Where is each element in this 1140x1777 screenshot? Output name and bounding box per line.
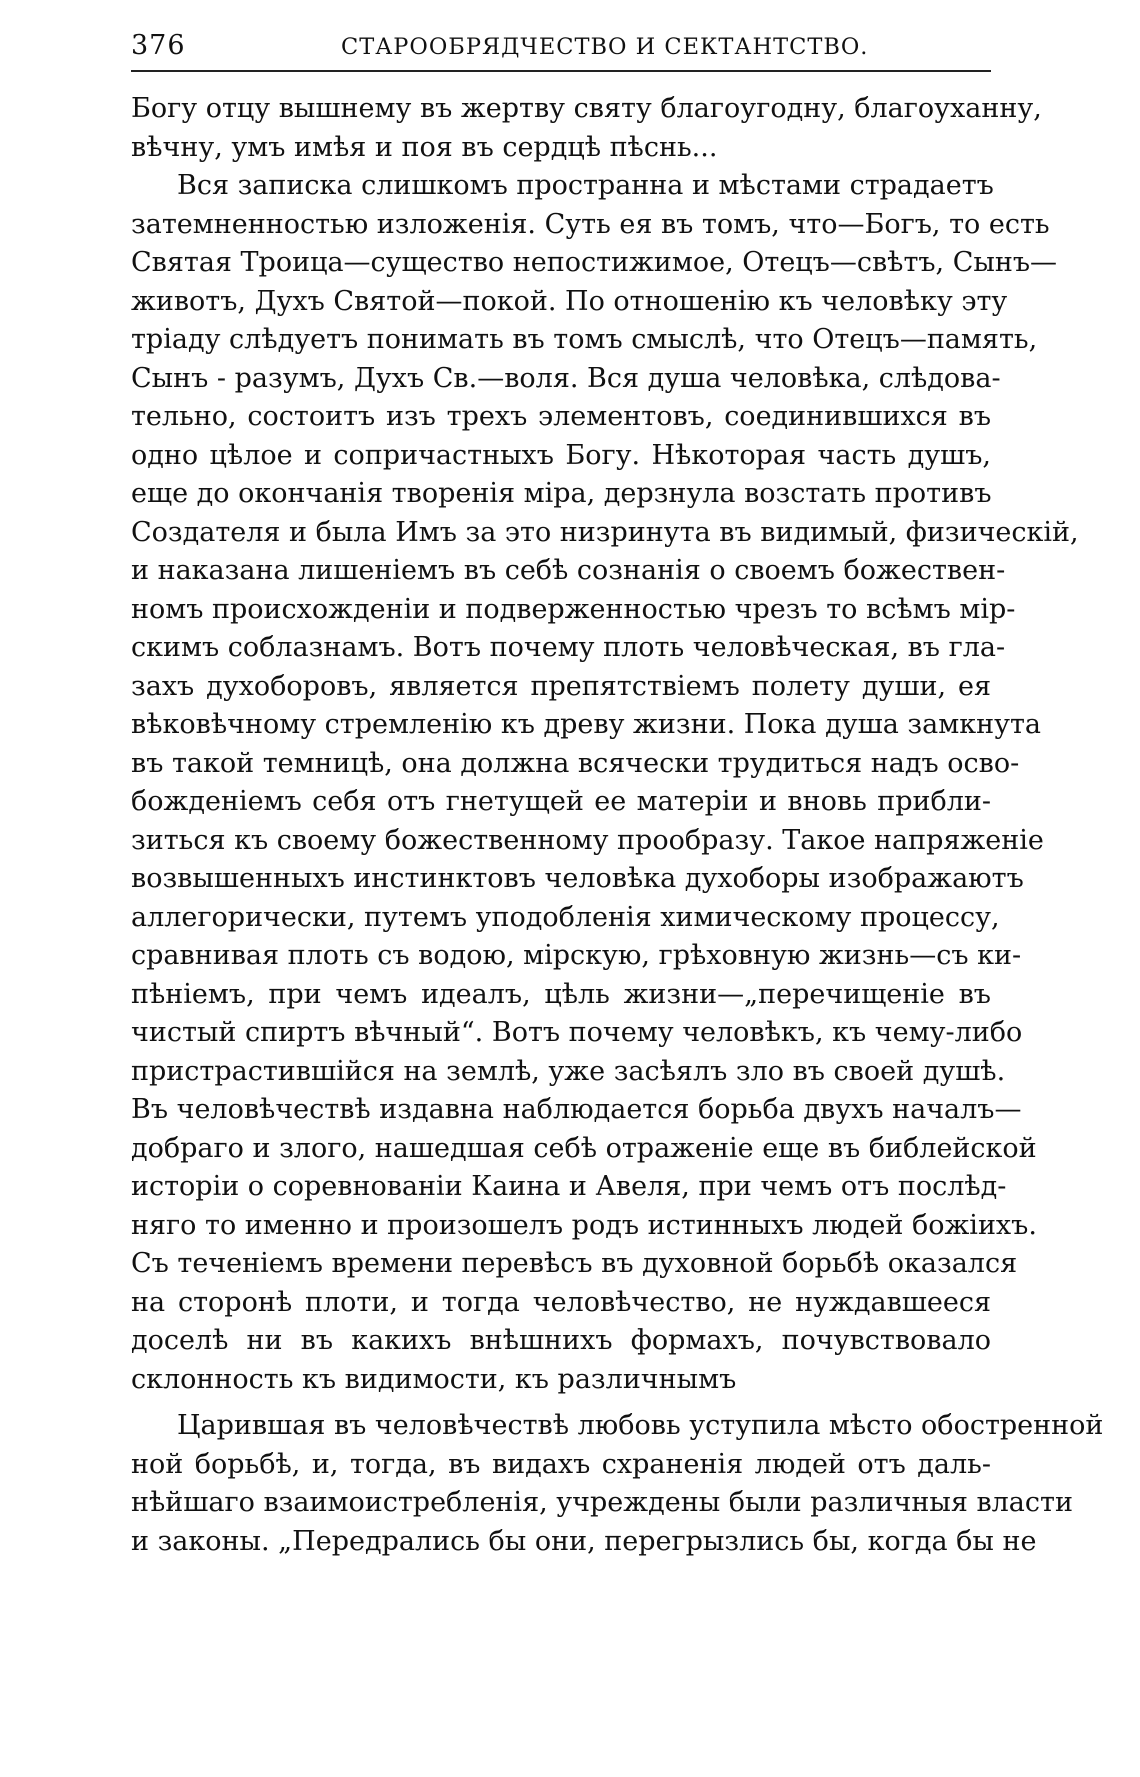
header-rule — [131, 70, 991, 72]
text-line: Вся записка слишкомъ пространна и мѣстами страдаетъ — [177, 170, 994, 201]
text-line: Сынъ - разумъ, Духъ Св.—воля. Вся душа человѣка, слѣдова- — [131, 362, 1001, 394]
text-line: добраго и злого, нашедшая себѣ отраженіе еще въ библейской — [131, 1132, 1037, 1164]
text-line: вѣчну, умъ имѣя и поя въ сердцѣ пѣснь... — [131, 131, 718, 163]
text-line: Святая Троица—существо непостижимое, Отецъ—свѣтъ, Сынъ— — [131, 247, 1058, 278]
text-line: Богу отцу вышнему въ жертву святу благоугодну, благоуханну, — [131, 93, 1042, 124]
text-line: еще до окончанія творенія міра, дерзнула возстать противъ — [131, 478, 992, 509]
text-line: захъ духоборовъ, является препятствіемъ полету души, ея — [131, 670, 991, 702]
text-line: и законы. „Передрались бы они, перегрызлись бы, когда бы не — [131, 1525, 1037, 1557]
text-line: божденіемъ себя отъ гнетущей ее матеріи и вновь прибли- — [131, 786, 991, 817]
text-line: Съ теченіемъ времени перевѣсъ въ духовной борьбѣ оказался — [131, 1248, 1018, 1279]
text-line: склонность къ видимости, къ различнымъ — [131, 1363, 737, 1395]
text-line: вѣковѣчному стремленію къ древу жизни. Пока душа замкнута — [131, 709, 1042, 740]
body-text — [131, 90, 1104, 1561]
text-line: возвышенныхъ инстинктовъ человѣка духоборы изображаютъ — [131, 863, 1024, 894]
paragraph-1 — [131, 90, 1042, 167]
text-line: чистый спиртъ вѣчный“. Вотъ почему человѣкъ, къ чему-либо — [131, 1017, 1023, 1048]
text-line: сравнивая плоть съ водою, мірскую, грѣховную жизнь—съ ки- — [131, 940, 1022, 971]
paragraph-2 — [131, 167, 1079, 1399]
text-line: ной борьбѣ, и, тогда, въ видахъ схраненія людей отъ даль- — [131, 1448, 991, 1480]
text-line: тельно, состоитъ изъ трехъ элементовъ, соединившихся въ — [131, 401, 991, 432]
text-line: доселѣ ни въ какихъ внѣшнихъ формахъ, почувствовало — [131, 1325, 991, 1356]
text-line: нѣйшаго взаимоистребленія, учреждены были различныя власти — [131, 1487, 1073, 1518]
text-line: скимъ соблазнамъ. Вотъ почему плоть человѣческая, въ гла- — [131, 632, 1006, 663]
text-line: животъ, Духъ Святой—покой. По отношенію къ человѣку эту — [131, 285, 1008, 317]
text-line: затемненностью изложенія. Суть ея въ томъ, что—Богъ, то есть — [131, 208, 1050, 240]
text-line: одно цѣлое и сопричастныхъ Богу. Нѣкоторая часть душъ, — [131, 439, 991, 471]
paragraph-3 — [131, 1407, 1104, 1561]
text-line: зиться къ своему божественному прообразу. Такое напряженіе — [131, 824, 1044, 856]
text-line: Создателя и была Имъ за это низринута въ видимый, физическій, — [131, 516, 1079, 548]
text-line: въ такой темницѣ, она должна всячески трудиться надъ осво- — [131, 747, 1020, 779]
paragraph-gap — [131, 1399, 991, 1407]
text-line: аллегорически, путемъ уподобленія химическому процессу, — [131, 901, 1000, 933]
text-line: на сторонѣ плоти, и тогда человѣчество, не нуждавшееся — [131, 1286, 991, 1318]
text-line: пристрастившійся на землѣ, уже засѣялъ зло въ своей душѣ. — [131, 1055, 1006, 1087]
text-line: няго то именно и произошелъ родъ истинныхъ людей божіихъ. — [131, 1209, 1037, 1241]
running-title: СТАРООБРЯДЧЕСТВО И СЕКТАНТСТВО. — [341, 34, 869, 60]
text-line: пѣніемъ, при чемъ идеалъ, цѣль жизни—„перечищеніе въ — [131, 978, 991, 1010]
text-line: тріаду слѣдуетъ понимать въ томъ смыслѣ, что Отецъ—память, — [131, 324, 1038, 355]
text-line: Царившая въ человѣчествѣ любовь уступила мѣсто обостренной — [177, 1410, 1104, 1441]
text-line: номъ происхожденіи и подверженностью чрезъ то всѣмъ мір- — [131, 593, 1016, 625]
text-line: Въ человѣчествѣ издавна наблюдается борьба двухъ началъ— — [131, 1094, 1022, 1125]
running-head — [131, 24, 991, 64]
text-line: и наказана лишеніемъ въ себѣ сознанія о своемъ божествен- — [131, 555, 1006, 586]
page-number: 376 — [131, 30, 186, 61]
text-line: исторіи о соревнованіи Каина и Авеля, при чемъ отъ послѣд- — [131, 1171, 1007, 1202]
